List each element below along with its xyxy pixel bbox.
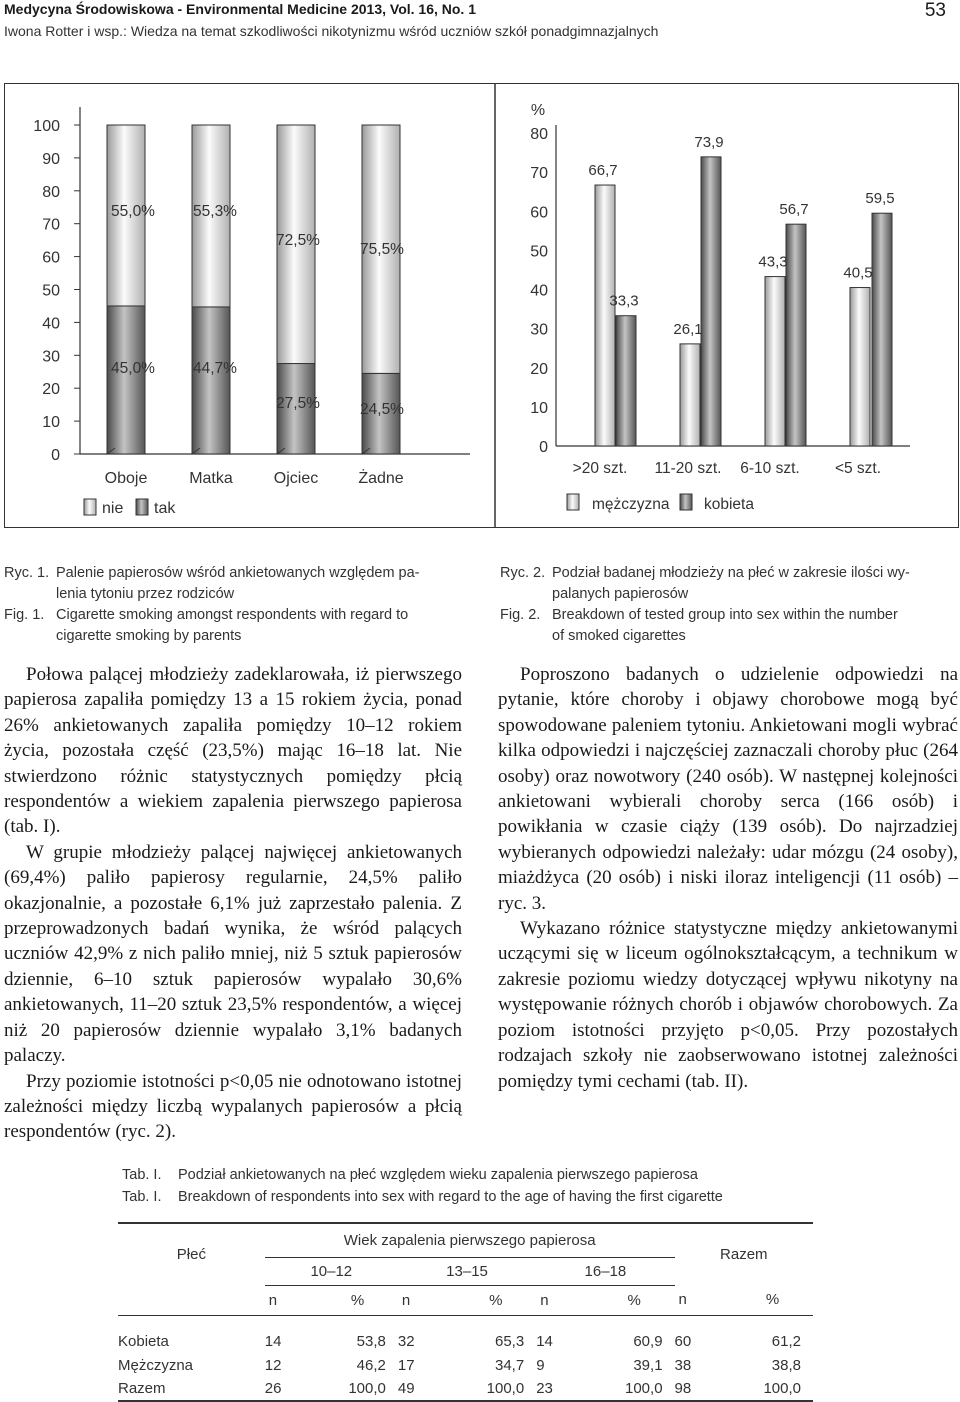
subheader-cell: n [678, 1291, 687, 1309]
x-category-label: Matka [189, 470, 233, 487]
subheader-cell: % [627, 1291, 641, 1309]
fig2-en-label: Fig. 2. [500, 607, 541, 623]
bar-kobieta-3 [872, 213, 892, 446]
cell: 39,1 [633, 1356, 663, 1374]
y-tick-label: 40 [530, 282, 548, 300]
legend-label: kobieta [704, 496, 754, 513]
figures-svg [0, 0, 960, 540]
row-label: Mężczyzna [118, 1356, 194, 1374]
group-header: 16–18 [536, 1257, 674, 1285]
cell: 14 [264, 1332, 282, 1350]
y-tick-label: 10 [530, 399, 548, 417]
data-label: 43,3 [758, 253, 788, 271]
cell: 100,0 [763, 1380, 801, 1397]
y-tick-label: 60 [530, 204, 548, 222]
data-label: 33,3 [609, 292, 639, 310]
subheader-cell: % [489, 1291, 503, 1309]
cell: 26 [264, 1380, 282, 1397]
table-subheader-row [118, 1285, 813, 1315]
table-caption-en [122, 1189, 723, 1205]
legend-swatch-nie [84, 499, 96, 515]
legend-label: tak [154, 500, 176, 517]
data-label: 24,5% [360, 401, 404, 418]
x-category-label: Żadne [358, 470, 404, 487]
bar-tak-1 [192, 307, 230, 454]
fig1-caption [4, 563, 474, 647]
data-label: 26,1 [673, 320, 703, 338]
y-tick-label: 80 [530, 126, 548, 143]
legend-swatch-mezczyzna [567, 494, 579, 510]
data-label: 40,5 [843, 264, 873, 282]
y-tick-label: 100 [33, 118, 60, 135]
fig1-pl-line1: Palenie papierosów wśród ankietowanych względem pa- [56, 565, 420, 581]
cell: 98 [674, 1380, 692, 1397]
running-title: Iwona Rotter i wsp.: Wiedza na temat szkodliwości nikotynizmu wśród uczniów szkół ponadgimnazjalnych [4, 23, 659, 39]
cell: 65,3 [495, 1332, 525, 1350]
cell: 34,7 [495, 1356, 525, 1374]
fig2-pl-line2: palanych papierosów [552, 586, 689, 602]
y-tick-label: 0 [539, 439, 548, 456]
cell: 12 [264, 1356, 282, 1374]
paragraph: Połowa palącej młodzieży zadeklarowała, iż pierwszego papierosa zapaliła pomiędzy 13 a 15 rokiem życia, ponad 26% ankietowanych zapaliła pomiędzy 10–12 rokiem życia, pozostała część (23,5%) mając 16–18 lat. Nie stwierdzono różnic statystycznych pomiędzy płcią respondentów a wiekiem zapalenia pierwszego papierosa (tab. I). [4, 664, 462, 838]
table-caption-pl [122, 1167, 698, 1183]
cell: 23 [536, 1380, 553, 1397]
table-label: Tab. I. [122, 1167, 162, 1183]
data-label: 55,3% [193, 203, 237, 220]
cell: 60 [674, 1332, 692, 1350]
fig2-caption [500, 563, 960, 647]
y-tick-label: 90 [42, 150, 60, 168]
legend-swatch-kobieta [680, 494, 692, 510]
subheader-cell: % [765, 1291, 780, 1309]
journal-header: Medycyna Środowiskowa - Environmental Medicine 2013, Vol. 16, No. 1 [4, 1, 476, 17]
x-category-label: 6-10 szt. [740, 460, 800, 477]
fig1-en-line2: cigarette smoking by parents [56, 628, 242, 644]
bar-kobieta-2 [786, 224, 806, 446]
cell: 49 [397, 1380, 415, 1397]
data-label: 45,0% [111, 360, 155, 377]
data-label: 75,5% [360, 241, 404, 258]
subheader-cell: n [401, 1291, 411, 1309]
subheader-cell: n [268, 1291, 278, 1309]
y-tick-label: 80 [42, 183, 60, 201]
data-label: 59,5 [865, 190, 895, 208]
y-tick-label: 70 [530, 165, 548, 183]
y-tick-label: 40 [42, 315, 60, 333]
bar-mezczyzna-0 [595, 185, 615, 446]
x-category-label: <5 szt. [834, 460, 882, 477]
group-header: 10–12 [265, 1257, 398, 1285]
data-label: 44,7% [193, 360, 237, 377]
table-row [118, 1353, 813, 1377]
legend-label: nie [102, 500, 124, 517]
cell: 17 [397, 1356, 415, 1374]
cell: 53,8 [356, 1332, 386, 1350]
y-tick-label: 50 [42, 282, 60, 300]
cell: 61,2 [771, 1332, 801, 1350]
table-caption-text: Breakdown of respondents into sex with regard to the age of having the first cigarette [178, 1189, 723, 1205]
x-category-label: Ojciec [273, 470, 319, 487]
body-column-left [4, 662, 462, 1145]
fig2-pl-line1: Podział badanej młodzieży na płeć w zakresie ilości wy- [552, 565, 910, 581]
body-column-right [498, 662, 958, 1094]
cell: 38,8 [771, 1356, 801, 1374]
row-label: Razem [118, 1380, 166, 1397]
table-row [118, 1377, 813, 1401]
y-tick-label: 20 [530, 360, 548, 378]
data-label: 55,0% [111, 203, 155, 220]
fig1-pl-label: Ryc. 1. [4, 565, 50, 581]
x-category-label: Oboje [104, 470, 148, 487]
paragraph: Wykazano różnice statystyczne między ankietowanymi uczącymi się w liceum ogólnokształcącym, a technikum w zakresie poziomu wiedzy dotyczącej wpływu nikotyny na występowanie różnych chorób i objawów chorobowych. Za poziom istotności przyjęto p<0,05. Przy pozostałych rodzajach szkoły nie zaobserwowano istotnej zależności pomiędzy tymi cechami (tab. II). [498, 918, 958, 1092]
y-tick-label: 20 [42, 381, 60, 399]
cell: 46,2 [356, 1356, 386, 1374]
bar-tak-0 [107, 306, 145, 454]
fig1-en-label: Fig. 1. [4, 607, 45, 623]
paragraph: W grupie młodzieży palącej najwięcej ankietowanych (69,4%) paliło papierosy regularnie, 24,5% paliło okazjonalnie, a pozostałe 6,1% już zaprzestało palenia. Z przeprowadzonych badań wynika, że wśród palących uczniów 42,9% z nich paliło mniej, niż 5 sztuk papierosów dziennie, 6–10 sztuk papierosów wypalało 30,6% ankietowanych, 11–20 sztuk 23,5% respondentów, a więcej niż 20 papierosów dziennie wypalało 3,1% badanych palaczy. [4, 841, 462, 1067]
bar-mezczyzna-3 [850, 288, 870, 446]
bar-mezczyzna-2 [765, 277, 785, 446]
group-header: 13–15 [398, 1257, 536, 1285]
header-age: Wiek zapalenia pierwszego papierosa [265, 1223, 675, 1257]
legend-label: mężczyzna [592, 496, 670, 513]
data-label: 66,7 [588, 162, 618, 180]
data-label: 56,7 [779, 201, 809, 219]
y-tick-label: 70 [42, 216, 60, 234]
data-table [118, 1222, 813, 1402]
data-label: 72,5% [276, 232, 320, 249]
paragraph: Przy poziomie istotności p<0,05 nie odnotowano istotnej zależności między liczbą wypalanych papierosów a płcią respondentów (ryc. 2). [4, 1070, 462, 1143]
subheader-cell: n [540, 1291, 549, 1309]
table-row [118, 1329, 813, 1353]
fig2-pl-label: Ryc. 2. [500, 565, 546, 581]
y-tick-label: 30 [530, 321, 548, 339]
table-caption-text: Podział ankietowanych na płeć względem wieku zapalenia pierwszego papierosa [178, 1167, 698, 1183]
cell: 9 [536, 1356, 545, 1374]
page-number: 53 [924, 0, 946, 21]
fig1-pl-line2: lenia tytoniu przez rodziców [56, 586, 235, 602]
cell: 60,9 [633, 1332, 663, 1350]
table-label: Tab. I. [122, 1189, 162, 1205]
data-label: 73,9 [694, 133, 724, 151]
x-category-label: 11-20 szt. [654, 460, 722, 477]
header-total: Razem [720, 1246, 768, 1263]
x-category-label: >20 szt. [572, 460, 628, 477]
y-tick-label: 60 [42, 249, 60, 267]
legend-swatch-tak [136, 499, 148, 515]
y-axis-unit: % [530, 102, 546, 119]
cell: 32 [397, 1332, 415, 1350]
y-tick-label: 10 [42, 414, 60, 432]
fig2-en-line1: Breakdown of tested group into sex within the number [552, 607, 898, 623]
fig2-en-line2: of smoked cigarettes [552, 628, 686, 644]
y-tick-label: 50 [530, 243, 548, 261]
subheader-cell: % [350, 1291, 365, 1309]
bar-kobieta-1 [701, 157, 721, 446]
bar-kobieta-0 [616, 316, 636, 446]
cell: 14 [536, 1332, 553, 1350]
bar-mezczyzna-1 [680, 344, 700, 446]
header-sex: Płeć [176, 1246, 206, 1263]
table-header-row [118, 1223, 813, 1257]
data-label: 27,5% [276, 395, 320, 412]
row-label: Kobieta [118, 1332, 169, 1350]
cell: 100,0 [348, 1380, 386, 1397]
cell: 100,0 [486, 1380, 525, 1397]
paragraph: Poproszono badanych o udzielenie odpowiedzi na pytanie, które choroby i objawy chorobowe mogą być spowodowane paleniem tytoniu. Ankietowani mogli wybrać kilka odpowiedzi i najczęściej zaznaczali choroby płuc (264 osoby) oraz nowotwory (240 osób). W następnej kolejności ankietowani wybierali choroby serca (166 osób) i powikłania w czasie ciąży (139 osób). Do najrzadziej wybieranych odpowiedzi należały: udar mózgu (24 osoby), miażdżyca (20 osób) i niski iloraz inteligencji (11 osób) – ryc. 3. [498, 664, 958, 914]
cell: 38 [674, 1356, 692, 1374]
y-tick-label: 0 [51, 447, 60, 464]
cell: 100,0 [625, 1380, 663, 1397]
fig1-en-line1: Cigarette smoking amongst respondents with regard to [56, 607, 409, 623]
y-tick-label: 30 [42, 348, 60, 366]
